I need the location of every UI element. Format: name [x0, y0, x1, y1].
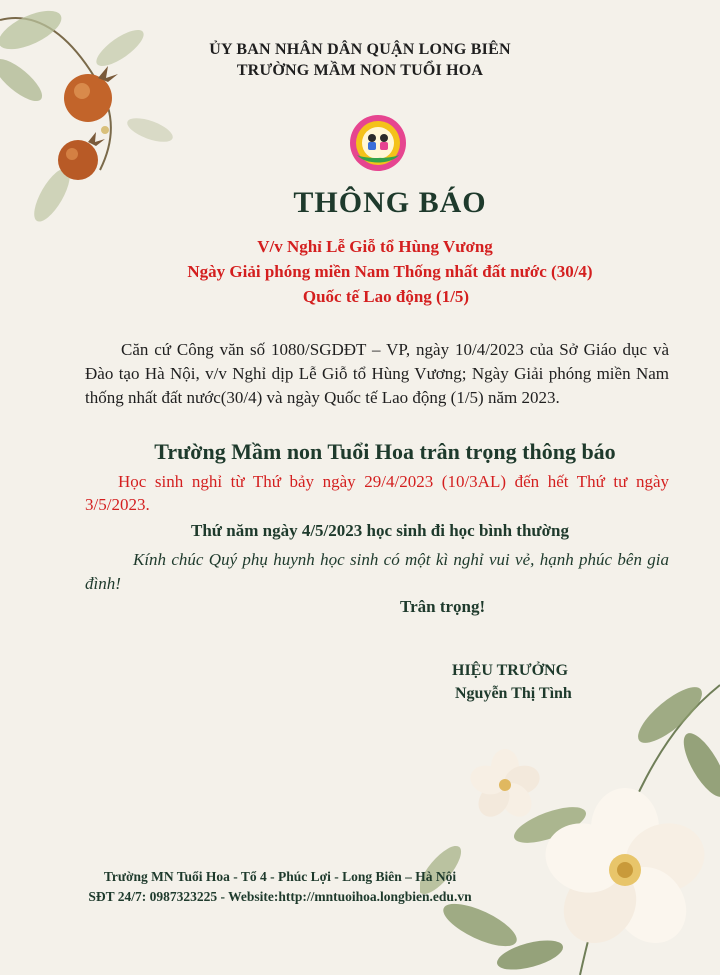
school-name: TRƯỜNG MẦM NON TUỔI HOA	[236, 62, 484, 79]
closing-regards: Trân trọng!	[400, 597, 486, 616]
holiday-dates-paragraph	[85, 470, 669, 516]
school-logo	[343, 113, 413, 173]
announcement-heading: Trường Mầm non Tuổi Hoa trân trọng thông báo	[154, 439, 616, 464]
holiday-dates-text: Học sinh nghỉ từ Thứ bảy ngày 29/4/2023 (10/3AL) đến hết Thứ tư ngày 3/5/2023.	[85, 472, 669, 514]
subject-line-1: V/v Nghỉ Lễ Giỗ tổ Hùng Vương	[257, 237, 493, 256]
footer-contact: SĐT 24/7: 0987323225 - Website:http://mntuoihoa.longbien.edu.vn	[88, 889, 472, 904]
wishes-paragraph	[85, 548, 669, 596]
return-to-school-line: Thứ năm ngày 4/5/2023 học sinh đi học bình thường	[191, 521, 569, 540]
document-title: THÔNG BÁO	[293, 186, 487, 219]
subject-line-2: Ngày Giải phóng miền Nam Thống nhất đất nước (30/4)	[187, 262, 593, 281]
signature-title: HIỆU TRƯỞNG	[452, 662, 569, 679]
legal-basis-paragraph	[85, 338, 669, 410]
legal-basis-text: Căn cứ Công văn số 1080/SGDĐT – VP, ngày 10/4/2023 của Sở Giáo dục và Đào tạo Hà Nội, v/v Nghỉ dịp Lễ Giỗ tổ Hùng Vương; Ngày Giải phóng miền Nam thống nhất đất nước(30/4) và ngày Quốc tế Lao động (1/5) năm 2023.	[85, 340, 669, 407]
signature-name: Nguyễn Thị Tình	[455, 685, 572, 702]
wishes-text: Kính chúc Quý phụ huynh học sinh có một kì nghỉ vui vẻ, hạnh phúc bên gia đình!	[85, 550, 669, 593]
issuing-authority: ỦY BAN NHÂN DÂN QUẬN LONG BIÊN	[209, 41, 511, 58]
footer-address: Trường MN Tuổi Hoa - Tổ 4 - Phúc Lợi - Long Biên – Hà Nội	[103, 869, 457, 884]
subject-line-3: Quốc tế Lao động (1/5)	[302, 287, 470, 306]
